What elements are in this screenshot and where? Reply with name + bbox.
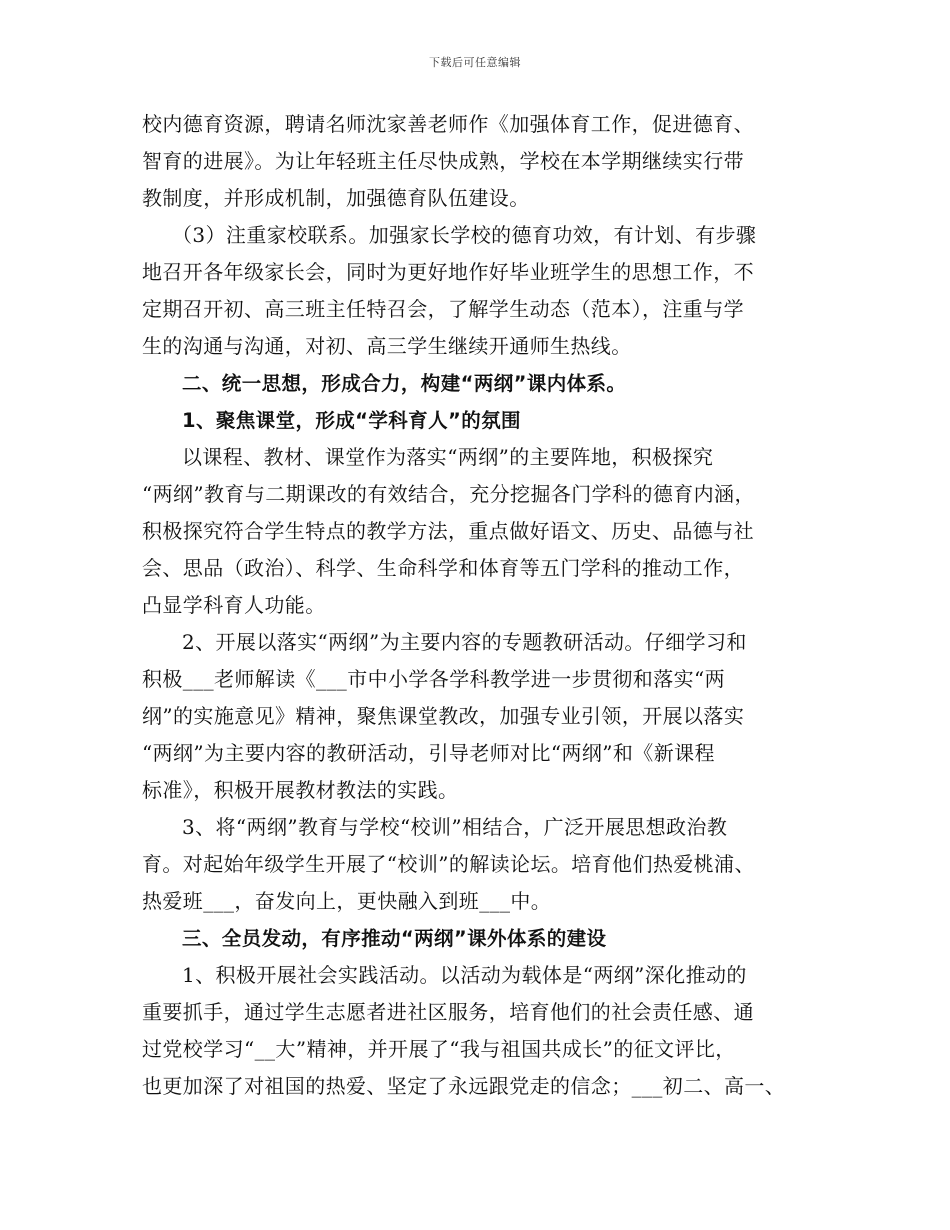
text-line: 地召开各年级家长会，同时为更好地作好毕业班学生的思想工作，不 — [142, 260, 754, 284]
text-line: 重要抓手，通过学生志愿者进社区服务，培育他们的社会责任感、通 — [142, 1000, 754, 1024]
text-line: 会、思品（政治）、科学、生命科学和体育等五门学科的推动工作， — [142, 556, 744, 580]
text-line: 也更加深了对祖国的热爱、坚定了永远跟党走的信念；___初二、高一、 — [142, 1074, 786, 1098]
section-heading-3: 三、全员发动，有序推动“两纲”课外体系的建设 — [182, 927, 607, 950]
text-line: 纲”的实施意见》精神，聚焦课堂教改，加强专业引领，开展以落实 — [142, 704, 745, 728]
text-line: 定期召开初、高三班主任特召会，了解学生动态（范本），注重与学 — [142, 297, 744, 321]
text-line: 智育的进展》。为让年轻班主任尽快成熟，学校在本学期继续实行带 — [142, 149, 744, 173]
section-heading-2: 二、统一思想，形成合力，构建“两纲”课内体系。 — [182, 372, 627, 395]
text-line: 标准》，积极开展教材教法的实践。 — [142, 778, 459, 802]
text-line: 积极___老师解读《___市中小学各学科教学进一步贯彻和落实“两 — [142, 667, 726, 691]
text-line: 过党校学习“__大”精神，并开展了“我与祖国共成长”的征文评比， — [142, 1037, 736, 1061]
text-line: 凸显学科育人功能。 — [142, 593, 326, 617]
text-line: “两纲”为主要内容的教研活动，引导老师对比“两纲”和《新课程 — [142, 741, 715, 765]
paragraph-start: 以课程、教材、课堂作为落实“两纲”的主要阵地，积极探究 — [182, 445, 714, 469]
paragraph-start: 3、将“两纲”教育与学校“校训”相结合，广泛开展思想政治教 — [182, 815, 728, 839]
text-line: 教制度，并形成机制，加强德育队伍建设。 — [142, 186, 530, 210]
text-line: 生的沟通与沟通，对初、高三学生继续开通师生热线。 — [142, 334, 632, 358]
text-line: 积极探究符合学生特点的教学方法，重点做好语文、历史、品德与社 — [142, 519, 754, 543]
paragraph-start: 2、开展以落实“两纲”为主要内容的专题教研活动。仔细学习和 — [182, 630, 747, 654]
text-line: 校内德育资源，聘请名师沈家善老师作《加强体育工作，促进德育、 — [142, 112, 754, 136]
text-line: “两纲”教育与二期课改的有效结合，充分挖掘各门学科的德育内涵， — [142, 482, 755, 506]
text-line: 热爱班___，奋发向上，更快融入到班___中。 — [142, 889, 552, 913]
paragraph-start: 1、积极开展社会实践活动。以活动为载体是“两纲”深化推动的 — [182, 963, 747, 987]
subsection-heading: 1、聚焦课堂，形成“学科育人”的氛围 — [182, 409, 521, 432]
document-body — [142, 106, 822, 1105]
page-header: 下载后可任意编辑 — [429, 56, 521, 69]
text-line: 育。对起始年级学生开展了“校训”的解读论坛。培育他们热爱桃浦、 — [142, 852, 755, 876]
paragraph-start: （3）注重家校联系。加强家长学校的德育功效，有计划、有步骤 — [172, 223, 757, 247]
